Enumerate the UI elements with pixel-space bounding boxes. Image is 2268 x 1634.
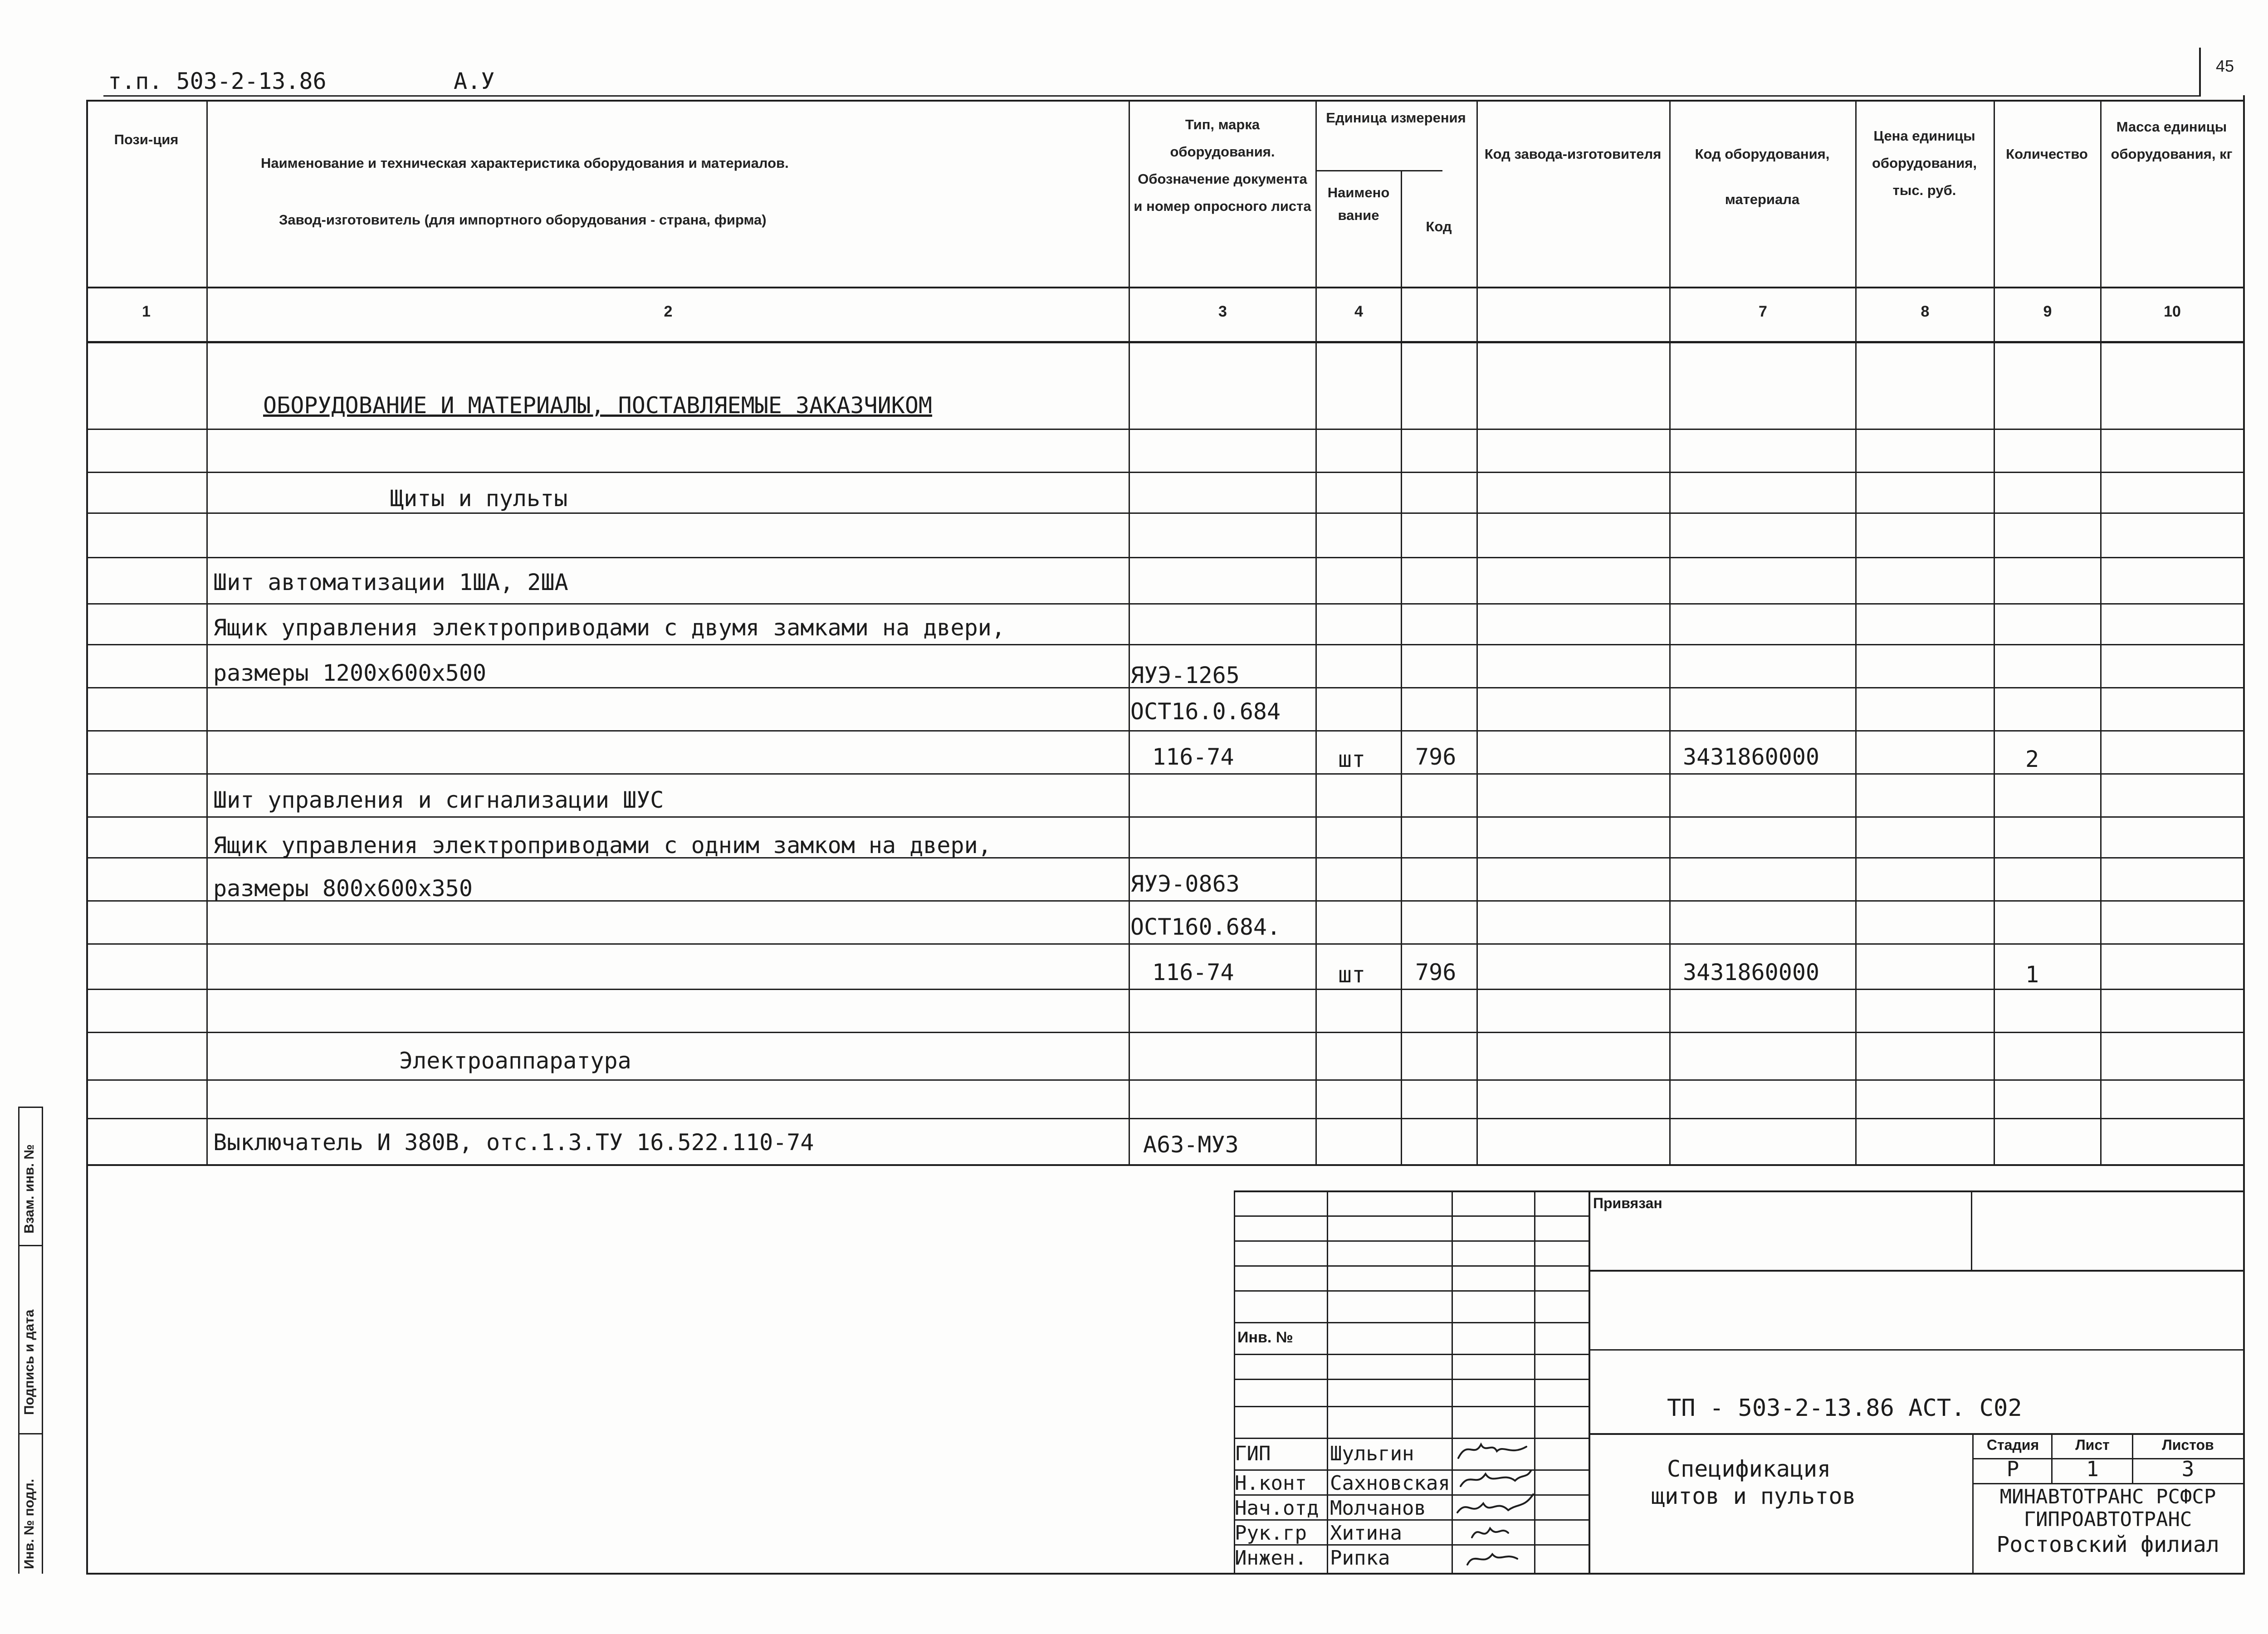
sheets-label: Листов [2162, 1437, 2214, 1453]
col-line-3 [1315, 100, 1317, 1166]
stage-value: Р [2006, 1457, 2019, 1481]
sheet-label: Лист [2075, 1437, 2110, 1453]
item-unit: шт [1338, 961, 1366, 988]
item-type: ЯУЭ-1265 [1130, 662, 1240, 688]
person-name: Молчанов [1330, 1497, 1426, 1520]
item-description: Ящик управления электроприводами с одним замком на двери, [213, 832, 992, 858]
document-code: ТП - 503-2-13.86 АСТ. С02 [1667, 1395, 2022, 1422]
header-equipment-code: Код оборудования, материала [1695, 146, 1830, 207]
row-divider [86, 557, 2245, 558]
header-type: Тип, марка оборудования. Обозначение документа и номер опросного листа [1134, 117, 1311, 214]
frame-right [2243, 95, 2245, 1574]
header-factory-code: Код завода-изготовителя [1484, 146, 1662, 162]
header-mass: Масса единицы оборудования, кг [2111, 119, 2233, 162]
role-label: ГИП [1235, 1442, 1271, 1465]
stage-label: Стадия [1986, 1437, 2039, 1453]
inv-number-label: Инв. № [1237, 1329, 1293, 1346]
col-line-4 [1401, 170, 1402, 1166]
album-label: А.У [454, 68, 495, 94]
organization-line3: Ростовский филиал [1996, 1532, 2219, 1557]
header-name-line1: Наименование и техническая характеристика оборудования и материалов. [261, 155, 789, 171]
colnum-1: 1 [142, 303, 151, 320]
item-unit-code: 796 [1415, 744, 1457, 770]
col-line-6 [1669, 100, 1671, 1166]
row-divider [86, 773, 2245, 775]
colnum-2: 2 [664, 303, 673, 320]
header-unit-code: Код [1426, 219, 1452, 234]
row-divider [86, 989, 2245, 990]
col-line-1 [206, 100, 208, 1166]
sheet-value: 1 [2086, 1457, 2099, 1481]
row-divider [86, 429, 2245, 430]
person-name: Рипка [1330, 1546, 1390, 1570]
colnum-10: 10 [2164, 303, 2181, 320]
item-standard-suffix: 116-74 [1152, 959, 1234, 985]
header-bottom [86, 287, 2245, 288]
row-divider [86, 603, 2245, 605]
role-label: Нач.отд [1235, 1497, 1319, 1520]
colnum-8: 8 [1921, 303, 1930, 320]
margin-left-line [18, 1107, 20, 1574]
header-position: Пози-ция [114, 132, 179, 147]
item-size: размеры 800х600х350 [213, 875, 473, 902]
organization-line2: ГИПРОАВТОТРАНС [2024, 1508, 2192, 1531]
role-label: Рук.гр [1235, 1522, 1307, 1545]
person-name: Сахновская [1330, 1472, 1450, 1495]
item-quantity: 1 [2025, 961, 2039, 988]
row-divider [86, 1032, 2245, 1033]
item-name: Шит управления и сигнализации ШУС [213, 787, 664, 813]
margin-signature-date: Подпись и дата [22, 1309, 37, 1415]
colnum-4: 4 [1354, 303, 1363, 320]
item-type: ЯУЭ-0863 [1130, 871, 1240, 897]
person-name: Шульгин [1330, 1442, 1414, 1465]
item-name: Выключатель И 380В, отс.1.3.ТУ 16.522.110-74 [213, 1129, 814, 1156]
doc-reference: т.п. 503-2-13.86 [108, 68, 327, 94]
unit-subheader-line [1315, 170, 1442, 171]
sheet-number: 45 [2216, 57, 2234, 75]
privyazan-label: Привязан [1593, 1195, 1662, 1211]
col-line-8 [1994, 100, 1995, 1166]
col-line-9 [2100, 100, 2102, 1166]
role-label: Н.конт [1235, 1472, 1307, 1495]
subsection-electrical: Электроаппаратура [399, 1048, 631, 1074]
item-type: А63-МУ3 [1143, 1132, 1239, 1158]
role-label: Инжен. [1235, 1546, 1307, 1570]
item-quantity: 2 [2025, 746, 2039, 772]
item-size: размеры 1200х600х500 [213, 660, 487, 686]
sheets-value: 3 [2181, 1457, 2195, 1481]
colnum-9: 9 [2043, 303, 2052, 320]
margin-right-line [42, 1107, 43, 1574]
header-quantity: Количество [2006, 146, 2088, 162]
row-divider [86, 472, 2245, 473]
item-unit: шт [1338, 746, 1366, 772]
frame-bottom [86, 1573, 2245, 1575]
item-standard: ОСТ160.684. [1130, 914, 1281, 940]
item-unit-code: 796 [1415, 959, 1457, 985]
row-divider [86, 816, 2245, 818]
header-unit-group: Единица измерения [1326, 110, 1466, 126]
item-equipment-code: 3431860000 [1683, 744, 1820, 770]
top-rule [103, 95, 2199, 97]
margin-inv-podl: Инв. № подл. [22, 1478, 37, 1569]
item-equipment-code: 3431860000 [1683, 959, 1820, 985]
row-divider [86, 644, 2245, 645]
organization-line1: МИНАВТОТРАНС РСФСР [1999, 1485, 2216, 1508]
header-name-line2: Завод-изготовитель (для импортного оборудования - страна, фирма) [279, 212, 767, 228]
person-name: Хитина [1330, 1522, 1402, 1545]
document-title-line2: щитов и пультов [1651, 1483, 1856, 1509]
item-name: Шит автоматизации 1ША, 2ША [213, 569, 568, 595]
signatures [1454, 1435, 1535, 1571]
row-divider [86, 1118, 2245, 1119]
header-unit-name: Наименование [1327, 185, 1390, 223]
item-standard: ОСТ16.0.684 [1130, 698, 1281, 725]
numbers-bottom [86, 341, 2245, 343]
colnum-3: 3 [1218, 303, 1227, 320]
row-divider [86, 943, 2245, 945]
table-top [86, 100, 2245, 102]
section-title: ОБОРУДОВАНИЕ И МАТЕРИАЛЫ, ПОСТАВЛЯЕМЫЕ ЗАКАЗЧИКОМ [263, 392, 933, 419]
col-line-7 [1855, 100, 1857, 1166]
document-title-line1: Спецификация [1667, 1456, 1831, 1482]
row-divider [86, 512, 2245, 514]
item-description: Ящик управления электроприводами с двумя замками на двери, [213, 615, 1005, 641]
colnum-7: 7 [1759, 303, 1767, 320]
col-line-2 [1129, 100, 1130, 1166]
margin-vzam-inv: Взам. инв. № [22, 1144, 37, 1234]
header-price: Цена единицы оборудования, тыс. руб. [1872, 128, 1977, 198]
sheet-number-frame [2199, 48, 2201, 97]
row-divider [86, 1079, 2245, 1081]
frame-left [86, 100, 88, 1574]
col-line-5 [1476, 100, 1478, 1166]
table-bottom [86, 1164, 2245, 1166]
subsection-boards: Щиты и пульты [390, 485, 568, 512]
row-divider [86, 730, 2245, 732]
item-standard-suffix: 116-74 [1152, 744, 1234, 770]
